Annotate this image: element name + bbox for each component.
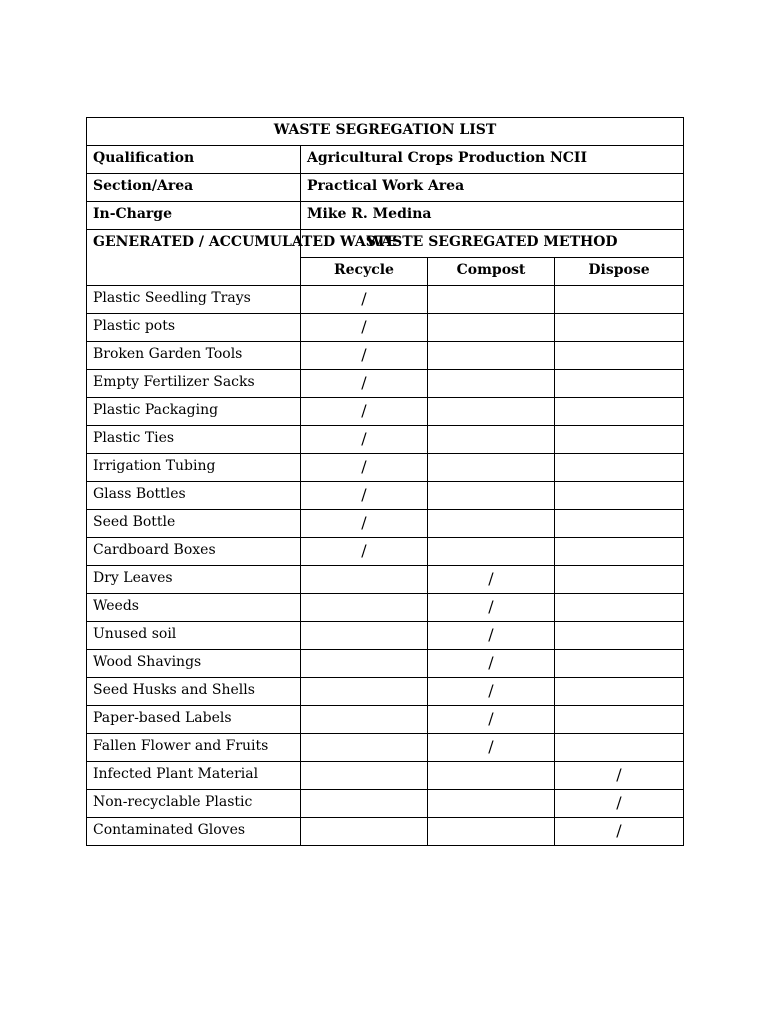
dispose-mark-cell [555, 398, 684, 426]
waste-column-header: GENERATED / ACCUMULATED WASTE [87, 230, 301, 286]
recycle-mark-cell: / [301, 286, 428, 314]
table-row [87, 734, 684, 762]
waste-item: Broken Garden Tools [87, 342, 301, 370]
table-row [87, 398, 684, 426]
dispose-mark-cell: / [555, 762, 684, 790]
waste-item: Unused soil [87, 622, 301, 650]
waste-item: Irrigation Tubing [87, 454, 301, 482]
table-body [87, 118, 684, 846]
table-row [87, 762, 684, 790]
recycle-mark-cell [301, 762, 428, 790]
recycle-mark-cell [301, 566, 428, 594]
compost-mark-cell: / [428, 622, 555, 650]
recycle-mark-cell: / [301, 314, 428, 342]
compost-mark-cell: / [428, 566, 555, 594]
dispose-mark-cell [555, 706, 684, 734]
table-row [87, 594, 684, 622]
recycle-column-header: Recycle [301, 258, 428, 286]
waste-item: Infected Plant Material [87, 762, 301, 790]
compost-column-header: Compost [428, 258, 555, 286]
dispose-mark-cell: / [555, 790, 684, 818]
waste-item: Plastic Packaging [87, 398, 301, 426]
waste-item: Wood Shavings [87, 650, 301, 678]
compost-mark-cell: / [428, 650, 555, 678]
recycle-mark-cell: / [301, 482, 428, 510]
header-row-1 [87, 230, 684, 258]
table-row [87, 342, 684, 370]
compost-mark-cell [428, 314, 555, 342]
waste-item: Seed Bottle [87, 510, 301, 538]
compost-mark-cell: / [428, 706, 555, 734]
table-row [87, 790, 684, 818]
section-value: Practical Work Area [301, 174, 684, 202]
section-label: Section/Area [87, 174, 301, 202]
recycle-mark-cell: / [301, 342, 428, 370]
compost-mark-cell [428, 286, 555, 314]
table-row [87, 482, 684, 510]
waste-item: Cardboard Boxes [87, 538, 301, 566]
dispose-mark-cell [555, 734, 684, 762]
dispose-mark-cell [555, 566, 684, 594]
info-row-qualification [87, 146, 684, 174]
table-row [87, 566, 684, 594]
recycle-mark-cell [301, 622, 428, 650]
compost-mark-cell [428, 454, 555, 482]
recycle-mark-cell [301, 594, 428, 622]
dispose-mark-cell [555, 370, 684, 398]
table-row [87, 426, 684, 454]
compost-mark-cell [428, 342, 555, 370]
compost-mark-cell [428, 370, 555, 398]
recycle-mark-cell: / [301, 538, 428, 566]
dispose-mark-cell [555, 342, 684, 370]
qualification-label: Qualification [87, 146, 301, 174]
recycle-mark-cell: / [301, 454, 428, 482]
compost-mark-cell [428, 818, 555, 846]
dispose-mark-cell [555, 314, 684, 342]
waste-item: Contaminated Gloves [87, 818, 301, 846]
table-row [87, 818, 684, 846]
dispose-mark-cell [555, 650, 684, 678]
waste-item: Paper-based Labels [87, 706, 301, 734]
recycle-mark-cell: / [301, 398, 428, 426]
method-header: WASTE SEGREGATED METHOD [301, 230, 684, 258]
in-charge-label: In-Charge [87, 202, 301, 230]
recycle-mark-cell [301, 650, 428, 678]
dispose-mark-cell [555, 426, 684, 454]
table-row [87, 706, 684, 734]
compost-mark-cell [428, 426, 555, 454]
waste-item: Seed Husks and Shells [87, 678, 301, 706]
waste-item: Non-recyclable Plastic [87, 790, 301, 818]
waste-item: Fallen Flower and Fruits [87, 734, 301, 762]
table-row [87, 314, 684, 342]
compost-mark-cell [428, 762, 555, 790]
dispose-mark-cell [555, 454, 684, 482]
compost-mark-cell [428, 482, 555, 510]
dispose-mark-cell [555, 594, 684, 622]
recycle-mark-cell: / [301, 426, 428, 454]
compost-mark-cell [428, 538, 555, 566]
compost-mark-cell: / [428, 594, 555, 622]
recycle-mark-cell: / [301, 510, 428, 538]
recycle-mark-cell [301, 818, 428, 846]
compost-mark-cell: / [428, 734, 555, 762]
waste-item: Plastic Seedling Trays [87, 286, 301, 314]
dispose-mark-cell [555, 622, 684, 650]
dispose-column-header: Dispose [555, 258, 684, 286]
info-row-section [87, 174, 684, 202]
qualification-value: Agricultural Crops Production NCII [301, 146, 684, 174]
waste-item: Plastic pots [87, 314, 301, 342]
recycle-mark-cell [301, 790, 428, 818]
compost-mark-cell [428, 398, 555, 426]
table-row [87, 370, 684, 398]
form-title: WASTE SEGREGATION LIST [87, 118, 684, 146]
compost-mark-cell [428, 790, 555, 818]
title-row [87, 118, 684, 146]
table-row [87, 650, 684, 678]
waste-item: Dry Leaves [87, 566, 301, 594]
table-row [87, 622, 684, 650]
waste-item: Weeds [87, 594, 301, 622]
in-charge-value: Mike R. Medina [301, 202, 684, 230]
dispose-mark-cell [555, 286, 684, 314]
recycle-mark-cell [301, 706, 428, 734]
dispose-mark-cell [555, 510, 684, 538]
dispose-mark-cell: / [555, 818, 684, 846]
table-row [87, 678, 684, 706]
dispose-mark-cell [555, 538, 684, 566]
compost-mark-cell: / [428, 678, 555, 706]
table-row [87, 454, 684, 482]
waste-item: Empty Fertilizer Sacks [87, 370, 301, 398]
table-row [87, 538, 684, 566]
dispose-mark-cell [555, 678, 684, 706]
waste-segregation-table [86, 117, 684, 846]
recycle-mark-cell: / [301, 370, 428, 398]
table-row [87, 510, 684, 538]
recycle-mark-cell [301, 734, 428, 762]
recycle-mark-cell [301, 678, 428, 706]
table-row [87, 286, 684, 314]
compost-mark-cell [428, 510, 555, 538]
waste-item: Glass Bottles [87, 482, 301, 510]
dispose-mark-cell [555, 482, 684, 510]
info-row-in-charge [87, 202, 684, 230]
waste-item: Plastic Ties [87, 426, 301, 454]
